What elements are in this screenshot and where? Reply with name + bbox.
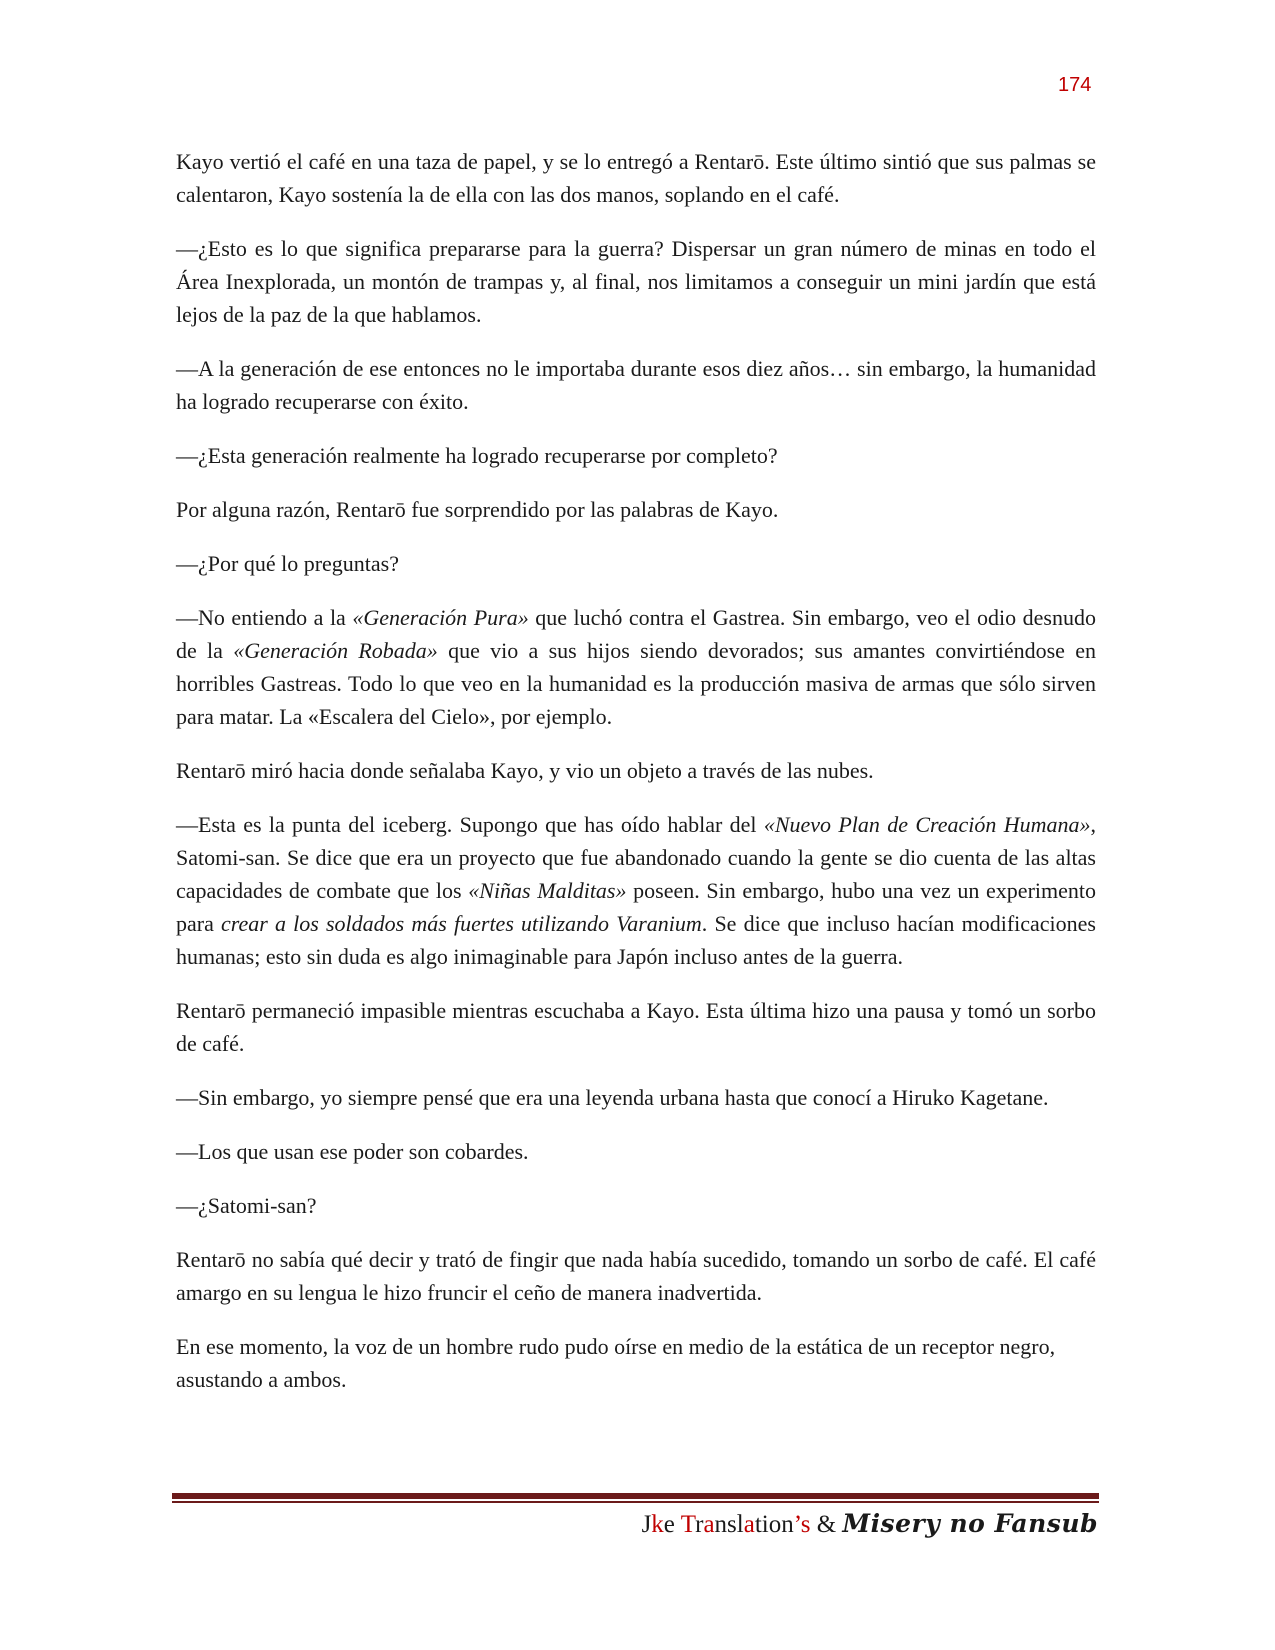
- text-run: Rentarō permaneció impasible mientras escuchaba a Kayo. Esta última hizo una pausa y tomó un sorbo de café.: [176, 998, 1096, 1056]
- text-run: —¿Por qué lo preguntas?: [176, 551, 399, 576]
- italic-text-run: «Generación Pura»: [352, 605, 529, 630]
- text-run: En ese momento, la voz de un hombre rudo pudo oírse en medio de la estática de un receptor negro, asustando a ambos.: [176, 1334, 1056, 1392]
- text-run: Rentarō no sabía qué decir y trató de fingir que nada había sucedido, tomando un sorbo de café. El café amargo en su lengua le hizo fruncir el ceño de manera inadvertida.: [176, 1247, 1096, 1305]
- credit-text: J: [641, 1511, 652, 1538]
- text-run: Kayo vertió el café en una taza de papel, y se lo entregó a Rentarō. Este último sintió que sus palmas se calentaron, Kayo sostenía la de ella con las dos manos, soplando en el café.: [176, 149, 1096, 207]
- credit-text: &: [810, 1511, 843, 1538]
- credit-text: r: [695, 1511, 704, 1538]
- italic-text-run: «Generación Robada»: [233, 638, 438, 663]
- paragraph: [176, 439, 1096, 472]
- paragraph: [176, 145, 1096, 211]
- text-run: —Esta es la punta del iceberg. Supongo que has oído hablar del: [176, 812, 764, 837]
- text-run: que vio a sus hijos siendo devorados; sus amantes convirtiéndose en horribles Gastreas. Todo lo que veo en la humanidad es la producción masiva de armas que sólo sirven para matar. La «Escalera del Cielo», por ejemplo.: [176, 638, 1096, 729]
- paragraph: [176, 1135, 1096, 1168]
- footer-credit: [620, 1506, 1098, 1543]
- text-run: —Los que usan ese poder son cobardes.: [176, 1139, 529, 1164]
- credit-text: a: [743, 1511, 755, 1538]
- text-run: . Se dice que incluso hacían modificaciones humanas; esto sin duda es algo inimaginable para Japón incluso antes de la guerra.: [176, 911, 1096, 969]
- credit-text: k: [651, 1511, 664, 1538]
- paragraph: [176, 493, 1096, 526]
- paragraph: [176, 1330, 1096, 1396]
- paragraph: [176, 994, 1096, 1060]
- italic-text-run: «Nuevo Plan de Creación Humana»: [763, 812, 1091, 837]
- page-number: 174: [1058, 74, 1092, 96]
- paragraph: [176, 808, 1096, 973]
- text-run: —No entiendo a la: [176, 605, 353, 630]
- text-run: —¿Satomi-san?: [176, 1193, 317, 1218]
- footer-rule-thin: [172, 1501, 1099, 1503]
- credit-text: e: [663, 1511, 681, 1538]
- document-body: [176, 145, 1096, 1417]
- text-run: —A la generación de ese entonces no le importaba durante esos diez años… sin embargo, la humanidad ha logrado recuperarse con éxito.: [176, 356, 1096, 414]
- italic-text-run: «Niñas Malditas»: [468, 878, 627, 903]
- fansub-name: Misery no Fansub: [842, 1509, 1098, 1538]
- text-run: poseen. Sin embargo, hubo una vez un experimento para: [176, 878, 1097, 936]
- text-run: Rentarō miró hacia donde señalaba Kayo, y vio un objeto a través de las nubes.: [176, 758, 874, 783]
- text-run: —¿Esta generación realmente ha logrado recuperarse por completo?: [176, 443, 778, 468]
- text-run: —Sin embargo, yo siempre pensé que era una leyenda urbana hasta que conocí a Hiruko Kagetane.: [176, 1085, 1049, 1110]
- paragraph: [176, 1243, 1096, 1309]
- paragraph: [176, 754, 1096, 787]
- paragraph: [176, 352, 1096, 418]
- paragraph: [176, 1081, 1096, 1114]
- paragraph: [176, 601, 1096, 733]
- paragraph: [176, 547, 1096, 580]
- credit-text: ’s: [793, 1511, 811, 1538]
- paragraph: [176, 232, 1096, 331]
- text-run: Por alguna razón, Rentarō fue sorprendido por las palabras de Kayo.: [176, 497, 779, 522]
- italic-text-run: crear a los soldados más fuertes utilizando Varanium: [221, 911, 702, 936]
- credit-text: tion: [754, 1511, 794, 1538]
- credit-text: nsl: [714, 1511, 744, 1538]
- footer-rule-thick: [172, 1493, 1099, 1499]
- text-run: —¿Esto es lo que significa prepararse para la guerra? Dispersar un gran número de minas en todo el Área Inexplorada, un montón de trampas y, al final, nos limitamos a conseguir un mini jardín que está lejos de la paz de la que hablamos.: [176, 236, 1096, 327]
- text-run: , Satomi-san. Se dice que era un proyecto que fue abandonado cuando la gente se dio cuenta de las altas capacidades de combate que los: [176, 812, 1096, 903]
- text-run: que luchó contra el Gastrea. Sin embargo, veo el odio desnudo de la: [176, 605, 1096, 663]
- paragraph: [176, 1189, 1096, 1222]
- credit-text: T: [680, 1511, 696, 1538]
- credit-text: a: [703, 1511, 715, 1538]
